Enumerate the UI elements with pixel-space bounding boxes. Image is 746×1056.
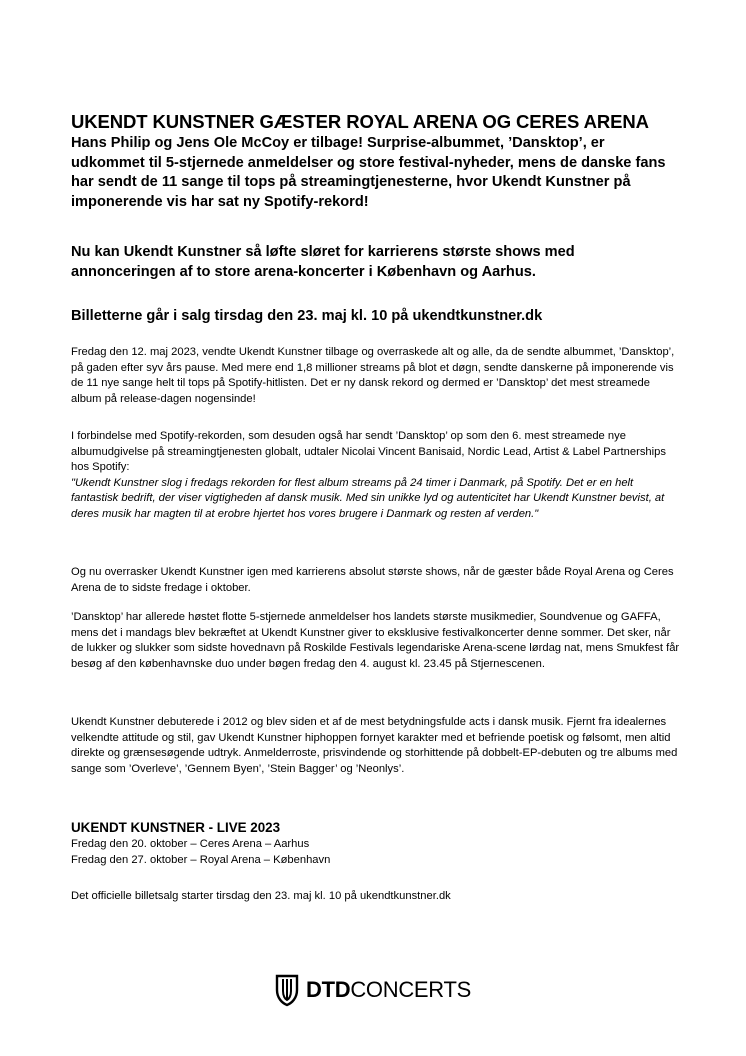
tour-title: UKENDT KUNSTNER - LIVE 2023: [71, 820, 281, 835]
lead-paragraph-1: Hans Philip og Jens Ole McCoy er tilbage! Surprise-albummet, ’Dansktop’, er udkommet til 5-stjernede anmeldelser og store festival-nyheder, mens de danske fans har sendt de 11 sange til tops på streamingtjenesterne, hvor Ukendt Kunstner på imponerende vis har sat ny Spotify-rekord!: [71, 135, 666, 210]
dtd-concerts-logo: [274, 970, 471, 1010]
ticket-announcement: Billetterne går i salg tirsdag den 23. maj kl. 10 på ukendtkunstner.dk: [71, 308, 543, 324]
tour-dates: [71, 837, 330, 868]
body-paragraph-5: Ukendt Kunstner debuterede i 2012 og blev siden et af de mest betydningsfulde acts i dansk musik. Fjernt fra idealernes velkendte attitude og stil, gav Ukendt Kunstner hiphoppen fornyet karakter med et befriende poetisk og følsomt, men altid direkte og grænsesøgende udtryk. Anmelderroste, prisvindende og storhittende på dobbelt-EP-debuten og tre albums med sange som ’Overleve’, ’Gennem Byen’, ’Stein Bagger’ og ’Neonlys’.: [71, 716, 678, 775]
spotify-quote: "Ukendt Kunstner slog i fredags rekorden for flest album streams på 24 timer i Danmark, på Spotify. Det er en helt fantastisk bedrift, der viser vigtigheden af dansk musik. Med sin unikke lyd og autenticitet har Ukendt Kunstner bevist, at deres musik har magten til at erobre hjertet hos vores brugere i Danmark og resten af verden.": [71, 476, 665, 520]
body-paragraph-2: [71, 429, 683, 523]
tour-date-item: Fredag den 27. oktober – Royal Arena – København: [71, 853, 331, 866]
body-paragraph-4: ’Dansktop’ har allerede høstet flotte 5-stjernede anmeldelser hos landets største musikmedier, Soundvenue og GAFFA, mens det i mandags blev bekræftet at Ukendt Kunstner giver to eksklusive festivalkoncerter denne sommer. Det sker, når de lukker og slukker som sidste hovednavn på Roskilde Festivals legendariske Arena-scene lørdag nat, mens Smukfest får besøg af den københavnske duo under bøgen fredag den 4. august kl. 23.45 på Stjernescenen.: [71, 611, 680, 670]
body-paragraph-3: Og nu overrasker Ukendt Kunstner igen med karrierens absolut største shows, når de gæster både Royal Arena og Ceres Arena de to sidste fredage i oktober.: [71, 566, 674, 594]
dtd-shield-logo-icon: [274, 973, 300, 1007]
page-title: UKENDT KUNSTNER GÆSTER ROYAL ARENA OG CERES ARENA: [71, 111, 649, 132]
ticket-sale-note: Det officielle billetsalg starter tirsdag den 23. maj kl. 10 på ukendtkunstner.dk: [71, 890, 451, 902]
logo-bold-text: DTD: [306, 977, 351, 1002]
body-paragraph-1: Fredag den 12. maj 2023, vendte Ukendt Kunstner tilbage og overraskede alt og alle, da de sendte albummet, ’Dansktop’, på gaden efter syv års pause. Med mere end 1,8 millioner streams på blot et døgn, sendte danskerne på imponerende vis de 11 nye sange helt til tops på Spotify-hitlisten. Det er ny dansk rekord og dermed er ’Dansktop’ det mest streamede album på release-dagen nogensinde!: [71, 346, 675, 405]
spotify-intro-text: I forbindelse med Spotify-rekorden, som desuden også har sendt ’Dansktop’ op som den 6. mest streamede nye albumudgivelse på streamingtjenesten globalt, udtaler Nicolai Vincent Banisaid, Nordic Lead, Artist & Label Partnerships hos Spotify:: [71, 430, 666, 474]
logo-wordmark: [306, 977, 471, 1003]
lead-paragraph-2: Nu kan Ukendt Kunstner så løfte sløret for karrierens største shows med annonceringen af to store arena-koncerter i København og Aarhus.: [71, 244, 575, 280]
logo-light-text: CONCERTS: [350, 977, 471, 1002]
tour-date-item: Fredag den 20. oktober – Ceres Arena – Aarhus: [71, 838, 310, 850]
